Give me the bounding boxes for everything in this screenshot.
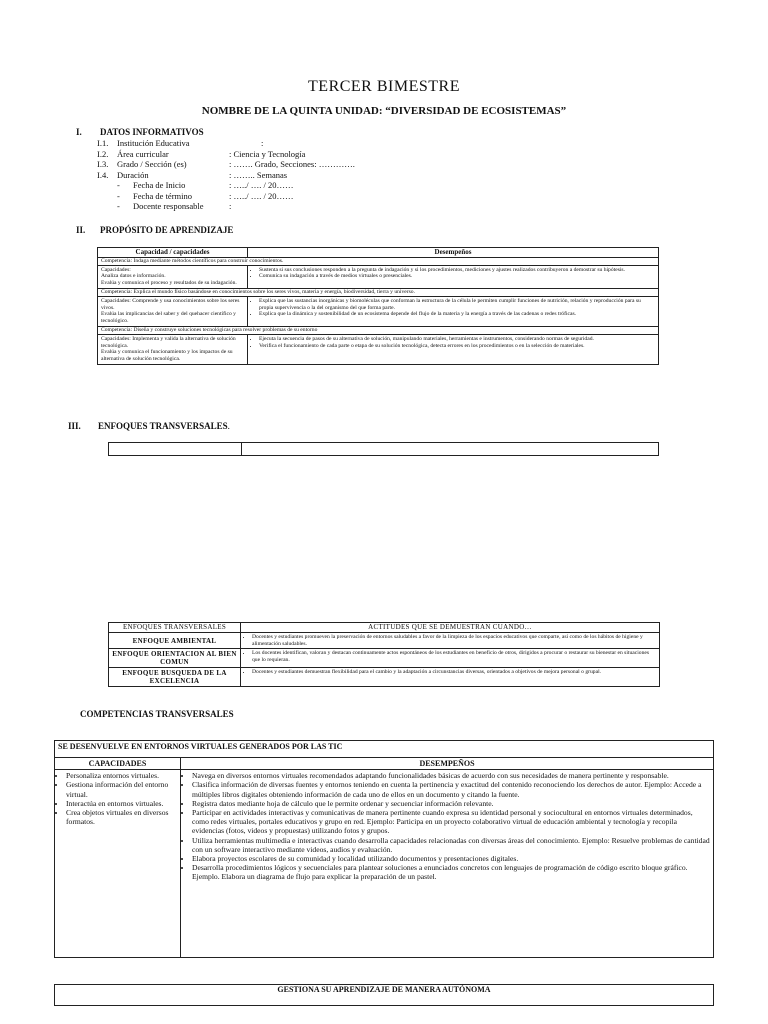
info-value: : …../ …. / 20…… [229, 190, 294, 201]
gestiona-aprendizaje-table-title: GESTIONA SU APRENDIZAJE DE MANERA AUTÓNOMA [54, 984, 714, 1006]
section-1-number: I. [76, 127, 82, 137]
desempeno-item: • Clasifica información de diversas fuentes y entornos teniendo en cuenta la pertinencia y exactitud del contenido reconociendo los derechos de autor. Ejemplo: Accede a múltiples libros digitales obteniendo información de cada uno de ellos en un documento y citando la fuente. [192, 780, 710, 798]
competencias-transversales-heading: COMPETENCIAS TRANSVERSALES [80, 709, 234, 719]
actitud-cell [241, 632, 660, 649]
info-subrow: - Docente responsable : [117, 201, 232, 211]
info-row [97, 149, 355, 160]
capacidades-cell: Capacidades: Implementa y valida la alternativa de solución tecnológica. Evalúa y comunica el funcionamiento y los impactos de su alternativa de solución tecnológica. [98, 334, 248, 364]
desempeno-item: • Registra datos mediante hoja de cálculo que le permite ordenar y secuenciar información relevante. [192, 799, 710, 808]
capacidad-item: • Personaliza entornos virtuales. [66, 771, 177, 780]
unit-title: NOMBRE DE LA QUINTA UNIDAD: “DIVERSIDAD DE ECOSISTEMAS” [201, 105, 567, 117]
info-value: : …….. Semanas [229, 169, 288, 180]
section-1-label: DATOS INFORMATIVOS [100, 127, 204, 137]
table-header: Capacidad / capacidades [98, 248, 248, 258]
competencia-row: Competencia: Indaga mediante métodos científicos para construir conocimientos. [98, 257, 659, 265]
info-value: : ……. Grado, Secciones: …………. [229, 159, 355, 169]
section-2-label: PROPÓSITO DE APRENDIZAJE [100, 225, 234, 235]
section-3-heading [68, 421, 230, 431]
table-header: ENFOQUES TRANSVERSALES [109, 623, 241, 633]
info-label: Docente responsable [133, 201, 204, 211]
tic-desempenos-cell [181, 770, 714, 958]
proposito-table [97, 247, 659, 365]
info-num: I.4. [97, 169, 109, 180]
info-label: Duración [117, 169, 149, 180]
info-row [97, 159, 355, 170]
info-row [97, 170, 355, 181]
desempenos-cell [248, 265, 659, 288]
enfoque-label: ENFOQUE ORIENTACION AL BIEN COMUN [109, 649, 241, 668]
enfoque-label: ENFOQUE AMBIENTAL [109, 632, 241, 649]
competencia-row: Competencia: Diseña y construye soluciones tecnológicas para resolver problemas de su entorno [98, 326, 659, 334]
actitud-cell [241, 649, 660, 668]
enfoque-label: ENFOQUE BUSQUEDA DE LA EXCELENCIA [109, 668, 241, 687]
competencia-row: Competencia: Explica el mundo físico basándose en conocimientos sobre los seres vivos, materia y energía, biodiversidad, tierra y universo. [98, 288, 659, 296]
capacidad-item: • Gestiona información del entorno virtual. [66, 780, 177, 798]
capacidad-item: • Interactúa en entornos virtuales. [66, 799, 177, 808]
info-subrow: - Fecha de término : …../ …. / 20…… [117, 190, 294, 201]
section-2-heading [76, 225, 233, 235]
section-2-number: II. [76, 225, 86, 235]
info-value: : …../ …. / 20…… [229, 180, 294, 190]
capacidades-cell: Capacidades: Analiza datos e información. Evalúa y comunica el proceso y resultados de su indagación. [98, 265, 248, 288]
info-value: : [229, 201, 232, 211]
desempeno-item: • Ejecuta la secuencia de pasos de su alternativa de solución, manipulando materiales, herramientas e instrumentos, considerando normas de seguridad. [259, 336, 655, 343]
section-3-label: ENFOQUES TRANSVERSALES [98, 421, 228, 431]
desempeno-item: • Navega en diversos entornos virtuales recomendados adaptando funcionalidades básicas de acuerdo con sus necesidades de manera pertinente y responsable. [192, 771, 710, 780]
info-num: I.2. [97, 148, 109, 159]
desempeno-item: • Participar en actividades interactivas y comunicativas de manera pertinente cuando expresa su identidad personal y sociocultural en entornos virtuales determinados, como redes virtuales, portales educativos y grupo en red. Ejemplo: Participa en un proyecto colaborativo virtual de educación ambiental y tecnología y recopila evidencias (fotos, videos y propuestas) utilizando fotos y grupos. [192, 808, 710, 836]
table-header: ACTITUDES QUE SE DEMUESTRAN CUANDO… [241, 623, 660, 633]
empty-table [108, 442, 659, 456]
actitud-item: • Los docentes identifican, valoran y destacan continuamente actos espontáneos de los estudiantes en beneficio de otros, dirigidos a procurar o restaurar su bienestar en situaciones que lo requieran. [252, 650, 656, 664]
tic-capacidades-cell [55, 770, 181, 958]
actitud-item: • Docentes y estudiantes promueven la preservación de entornos saludables a favor de la limpieza de los espacios educativos que comparte, así como de los hábitos de higiene y alimentación saludables. [252, 634, 656, 648]
actitud-item: • Docentes y estudiantes demuestran flexibilidad para el cambio y la adaptación a circunstancias diversas, orientados a objetivos de mejora personal o grupal. [252, 669, 656, 676]
info-num: I.3. [97, 159, 109, 169]
section-1-heading [76, 127, 204, 137]
info-label: Fecha de Inicio [133, 180, 186, 190]
info-label: Grado / Sección (es) [117, 159, 187, 169]
desempenos-cell [248, 334, 659, 364]
info-label: Institución Educativa [117, 138, 190, 148]
page-title: TERCER BIMESTRE [308, 78, 460, 95]
desempeno-item: • Explica que las sustancias inorgánicas y biomoléculas que conforman la estructura de la célula le permiten cumplir funciones de nutrición, relación y reproducción para su propia supervivencia o la del organismo del que forma parte. [259, 298, 655, 312]
tic-table [54, 740, 714, 958]
info-num: I.1. [97, 138, 109, 148]
section-3-suffix: . [227, 421, 230, 431]
enfoques-table [108, 622, 660, 687]
capacidad-item: • Crea objetos virtuales en diversos formatos. [66, 808, 177, 826]
info-row [97, 138, 355, 149]
info-label: Fecha de término [133, 190, 193, 201]
desempeno-item: • Sustenta si sus conclusiones responden a la pregunta de indagación y si los procedimientos, mediciones y ajustes realizados contribuyeron a demostrar su hipótesis. [259, 267, 655, 274]
actitud-cell [241, 668, 660, 687]
info-value: : Ciencia y Tecnología [229, 148, 306, 159]
section-3-number: III. [68, 421, 81, 431]
desempeno-item: • Desarrolla procedimientos lógicos y secuenciales para plantear soluciones a enunciados concretos con lenguajes de programación de código escrito bloque gráfico. Ejemplo. Elabora un diagrama de flujo para explicar la preparación de un pastel. [192, 863, 710, 881]
capacidades-cell: Capacidades: Comprende y usa conocimientos sobre los seres vivos. Evalúa las implicancias del saber y del quehacer científico y tecnológico. [98, 296, 248, 326]
empty-cell [109, 443, 242, 456]
datos-informativos [97, 138, 355, 212]
desempeno-item: • Comunica su indagación a través de medios virtuales o presenciales. [259, 273, 655, 280]
info-value: : [261, 138, 264, 148]
info-label: Área curricular [117, 148, 169, 159]
desempeno-item: • Verifica el funcionamiento de cada parte o etapa de su solución tecnológica, detecta errores en los procedimientos o en la selección de materiales. [259, 343, 655, 350]
desempeno-item: • Elabora proyectos escolares de su comunidad y localidad utilizando documentos y presentaciones digitales. [192, 854, 710, 863]
desempenos-cell [248, 296, 659, 326]
info-subrow: - Fecha de Inicio : …../ …. / 20…… [117, 180, 294, 190]
tic-table-title: SE DESENVUELVE EN ENTORNOS VIRTUALES GENERADOS POR LAS TIC [55, 741, 714, 758]
table-header: DESEMPEÑOS [181, 758, 714, 770]
table-header: Desempeños [248, 248, 659, 258]
empty-cell [242, 443, 659, 456]
desempeno-item: • Explica que la dinámica y sostenibilidad de un ecosistema depende del flujo de la materia y la energía a través de las cadenas o redes tróficas. [259, 311, 655, 318]
desempeno-item: • Utiliza herramientas multimedia e interactivas cuando desarrolla capacidades relacionadas con diversas áreas del conocimiento. Ejemplo: Resuelve problemas de cantidad con un software interactivo mediante videos, audios y evaluación. [192, 836, 710, 854]
table-header: CAPACIDADES [55, 758, 181, 770]
